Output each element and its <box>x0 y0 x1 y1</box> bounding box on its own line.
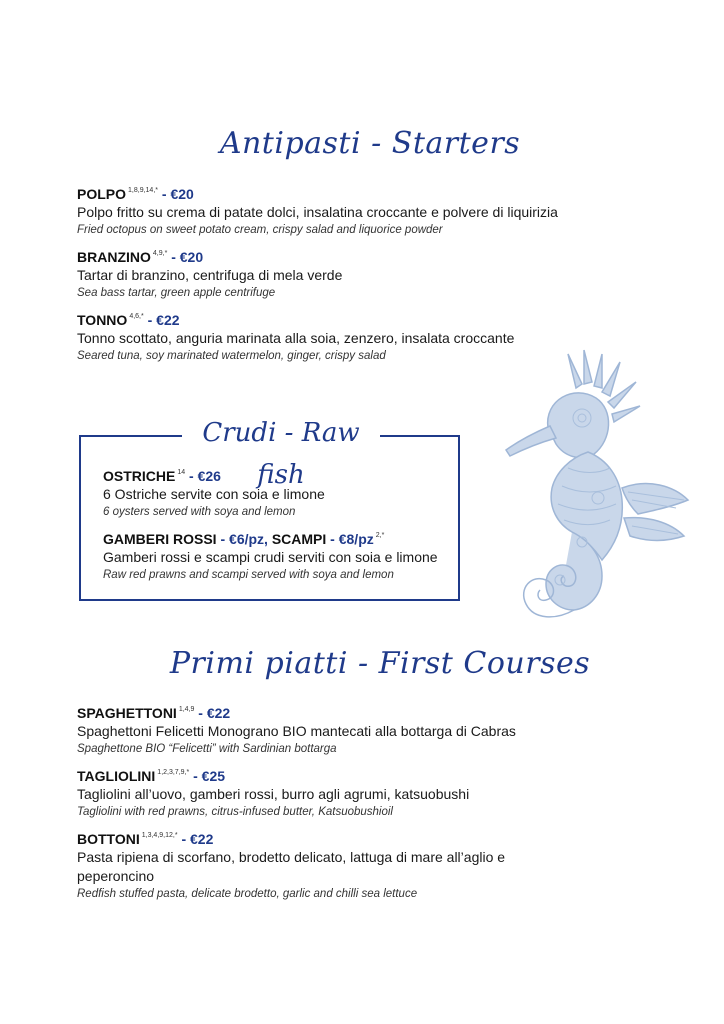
description-english: 6 oysters served with soya and lemon <box>103 506 296 518</box>
item-name-secondary: SCAMPI <box>271 531 327 547</box>
crudi-section <box>103 464 453 590</box>
description-english: Redfish stuffed pasta, delicate brodetto, garlic and chilli sea lettuce <box>77 888 418 900</box>
item-price: €20 <box>170 186 194 202</box>
item-name: TONNO <box>77 312 128 328</box>
item-name: BOTTONI <box>77 831 140 847</box>
description-italian: Gamberi rossi e scampi crudi serviti con soia e limone <box>103 549 438 565</box>
price-separator: - <box>181 831 187 847</box>
description-english: Seared tuna, soy marinated watermelon, ginger, crispy salad <box>77 350 386 362</box>
item-price: €20 <box>179 249 204 265</box>
price-separator: - <box>193 768 198 784</box>
item-price: €22 <box>206 705 231 721</box>
price-separator: - <box>161 186 167 202</box>
description-italian: Tonno scottato, anguria marinata alla soia, zenzero, insalata croccante <box>77 330 515 346</box>
description-italian: Pasta ripiena di scorfano, brodetto delicato, lattuga di mare all’aglio e peperoncino <box>77 849 506 884</box>
description-italian: Polpo fritto su crema di patate dolci, insalatina croccante e polvere di liquirizia <box>77 204 558 220</box>
item-price-secondary: €8/pz <box>338 531 374 547</box>
menu-item-branzino <box>77 245 637 301</box>
description-english: Raw red prawns and scampi served with soya and lemon <box>103 569 394 581</box>
price-separator: - <box>220 531 226 547</box>
description-english: Tagliolini with red prawns, citrus-infused butter, Katsuobushioil <box>77 806 393 818</box>
allergen-codes: 14 <box>177 469 186 476</box>
item-price: €6/pz, <box>229 531 268 547</box>
crudi-title: Crudi - Raw fish <box>182 412 380 454</box>
description-italian: Spaghettoni Felicetti Monograno BIO mantecati alla bottarga di Cabras <box>77 723 516 739</box>
item-price: €22 <box>190 831 214 847</box>
item-name: OSTRICHE <box>103 468 176 484</box>
allergen-codes: 1,4,9 <box>178 706 195 713</box>
description-english: Fried octopus on sweet potato cream, crispy salad and liquorice powder <box>77 224 443 236</box>
menu-item-ostriche <box>103 464 453 520</box>
menu-item-gamberi-scampi <box>103 527 453 583</box>
price-separator-secondary: - <box>330 531 335 547</box>
allergen-codes: 1,3,4,9,12,* <box>141 832 178 839</box>
primi-title: Primi piatti - First Courses <box>169 646 591 681</box>
item-price: €26 <box>197 468 221 484</box>
description-italian: Tagliolini all’uovo, gamberi rossi, burro agli agrumi, katsuobushi <box>77 786 470 802</box>
menu-item-spaghettoni <box>77 701 557 757</box>
price-separator: - <box>147 312 153 328</box>
menu-item-bottoni <box>77 827 557 902</box>
item-price: €25 <box>201 768 226 784</box>
menu-item-polpo <box>77 182 637 238</box>
allergen-codes: 4,6,* <box>129 313 144 320</box>
allergen-codes: 1,2,3,7,9,* <box>157 769 190 776</box>
menu-item-tagliolini <box>77 764 557 820</box>
price-separator: - <box>198 705 203 721</box>
item-name: POLPO <box>77 186 127 202</box>
item-name: TAGLIOLINI <box>77 768 156 784</box>
antipasti-section <box>77 182 637 371</box>
primi-section <box>77 701 557 909</box>
allergen-codes: 1,8,9,14,* <box>128 187 158 194</box>
price-separator: - <box>189 468 194 484</box>
item-name: SPAGHETTONI <box>77 705 177 721</box>
description-english: Sea bass tartar, green apple centrifuge <box>77 287 276 299</box>
description-italian: 6 Ostriche servite con soia e limone <box>103 486 325 502</box>
allergen-codes: 2,* <box>375 532 385 539</box>
item-name: GAMBERI ROSSI <box>103 531 217 547</box>
seahorse-illustration <box>498 348 698 660</box>
item-price: €22 <box>156 312 180 328</box>
item-name: BRANZINO <box>77 249 151 265</box>
description-italian: Tartar di branzino, centrifuga di mela verde <box>77 267 343 283</box>
price-separator: - <box>171 249 176 265</box>
antipasti-title: Antipasti - Starters <box>219 126 521 161</box>
allergen-codes: 4,9,* <box>152 250 168 257</box>
description-english: Spaghettone BIO “Felicetti” with Sardinian bottarga <box>77 743 337 755</box>
